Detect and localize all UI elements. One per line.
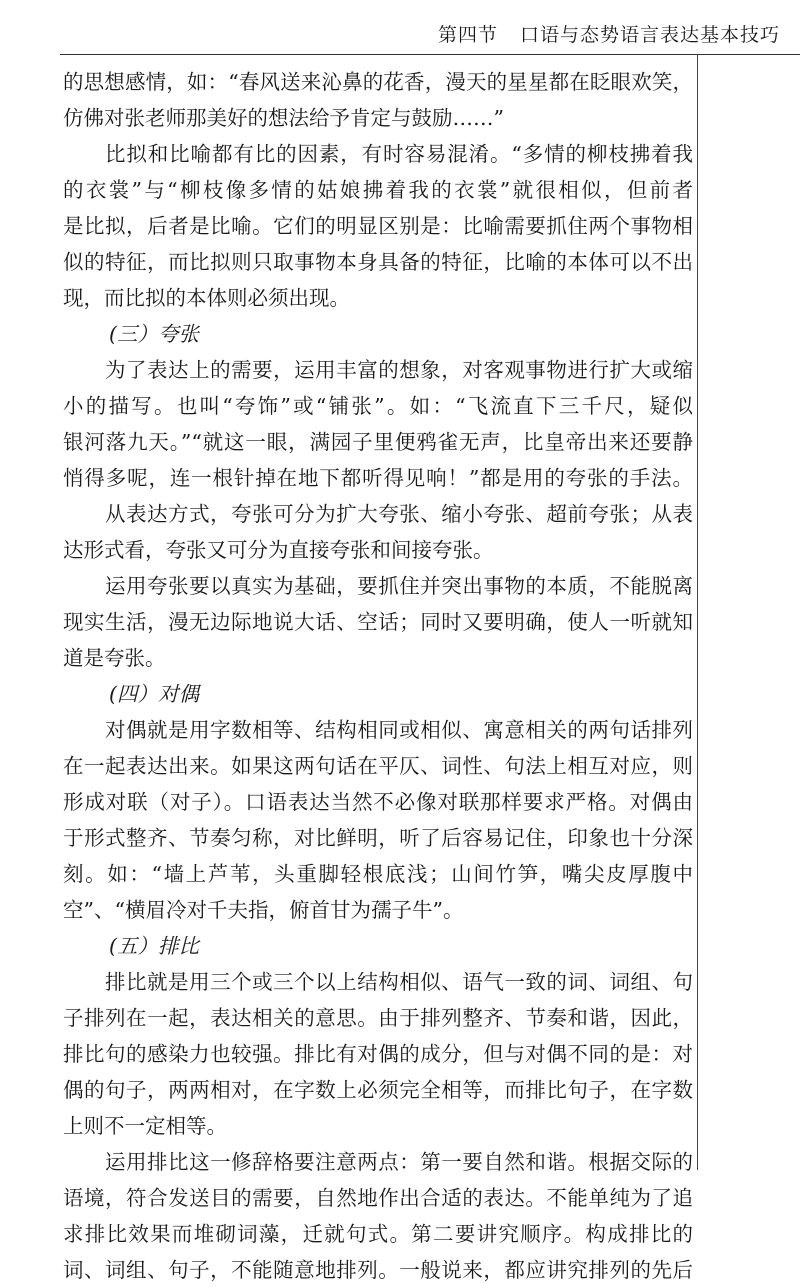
text-line: 上则不一定相等。 — [63, 1114, 227, 1138]
text-line: 形成对联（对子）。口语表达当然不必像对联那样要求严格。对偶由 — [63, 790, 693, 814]
text-line: 词、词组、句子，不能随意地排列。一般说来，都应讲究排列的先后 — [63, 1258, 693, 1282]
text-line: 似的特征，而比拟则只取事物本身具备的特征，比喻的本体可以不出 — [63, 250, 693, 274]
text-line: 对偶就是用字数相等、结构相同或相似、寓意相关的两句话排列 — [105, 718, 693, 742]
text-line: 小的描写。也叫“夸饰”或“铺张”。如：“飞流直下三千尺，疑似 — [63, 394, 693, 418]
text-line: 达形式看，夸张又可分为直接夸张和间接夸张。 — [63, 538, 494, 562]
text-line: 在一起表达出来。如果这两句话在平仄、词性、句法上相互对应，则 — [63, 754, 693, 778]
text-line: 刻。如：“墙上芦苇，头重脚轻根底浅；山间竹笋，嘴尖皮厚腹中 — [63, 862, 693, 886]
text-line: 的思想感情，如：“春风送来沁鼻的花香，漫天的星星都在眨眼欢笑， — [63, 70, 693, 94]
text-line: 空”、“横眉冷对千夫指，俯首甘为孺子牛”。 — [63, 898, 464, 922]
text-line: 现实生活，漫无边际地说大话、空话；同时又要明确，使人一听就知 — [63, 610, 693, 634]
header-section: 第四节 — [437, 24, 498, 46]
text-line: 求排比效果而堆砌词藻，迁就句式。第二要讲究顺序。构成排比的 — [63, 1222, 693, 1246]
text-line: 从表达方式，夸张可分为扩大夸张、缩小夸张、超前夸张；从表 — [105, 502, 693, 526]
text-line: 仿佛对张老师那美好的想法给予肯定与鼓励……” — [63, 106, 504, 130]
header-title: 口语与态势语言表达基本技巧 — [519, 24, 780, 46]
text-line: 悄得多呢，连一根针掉在地下都听得见响！”都是用的夸张的手法。 — [63, 466, 693, 490]
text-line: 排比就是用三个或三个以上结构相似、语气一致的词、词组、句 — [105, 970, 693, 994]
text-line: 是比拟，后者是比喻。它们的明显区别是：比喻需要抓住两个事物相 — [63, 214, 693, 238]
text-line: 偶的句子，两两相对，在字数上必须完全相等，而排比句子，在字数 — [63, 1078, 693, 1102]
margin-rule — [697, 54, 698, 1170]
page-body — [63, 64, 693, 1288]
section-heading: (五）排比 — [109, 934, 199, 958]
running-header — [438, 20, 780, 47]
text-line: 的衣裳”与“柳枝像多情的姑娘拂着我的衣裳”就很相似，但前者 — [63, 178, 693, 202]
text-line: 子排列在一起，表达相关的意思。由于排列整齐、节奏和谐，因此， — [63, 1006, 693, 1030]
text-line: 银河落九天。”“就这一眼，满园子里便鸦雀无声，比皇帝出来还要静 — [63, 430, 693, 454]
text-line: 道是夸张。 — [63, 646, 166, 670]
text-line: 排比句的感染力也较强。排比有对偶的成分，但与对偶不同的是：对 — [63, 1042, 693, 1066]
section-heading: (三）夸张 — [109, 322, 199, 346]
header-rule — [60, 54, 800, 55]
text-line: 语境，符合发送目的需要，自然地作出合适的表达。不能单纯为了追 — [63, 1186, 693, 1210]
text-line: 运用夸张要以真实为基础，要抓住并突出事物的本质，不能脱离 — [105, 574, 693, 598]
text-line: 运用排比这一修辞格要注意两点：第一要自然和谐。根据交际的 — [105, 1150, 693, 1174]
section-heading: (四）对偶 — [109, 682, 199, 706]
page-header — [0, 0, 800, 60]
text-line: 于形式整齐、节奏匀称，对比鲜明，听了后容易记住，印象也十分深 — [63, 826, 693, 850]
text-line: 现，而比拟的本体则必须出现。 — [63, 286, 350, 310]
text-line: 比拟和比喻都有比的因素，有时容易混淆。“多情的柳枝拂着我 — [105, 142, 693, 166]
text-line: 为了表达上的需要，运用丰富的想象，对客观事物进行扩大或缩 — [105, 358, 693, 382]
